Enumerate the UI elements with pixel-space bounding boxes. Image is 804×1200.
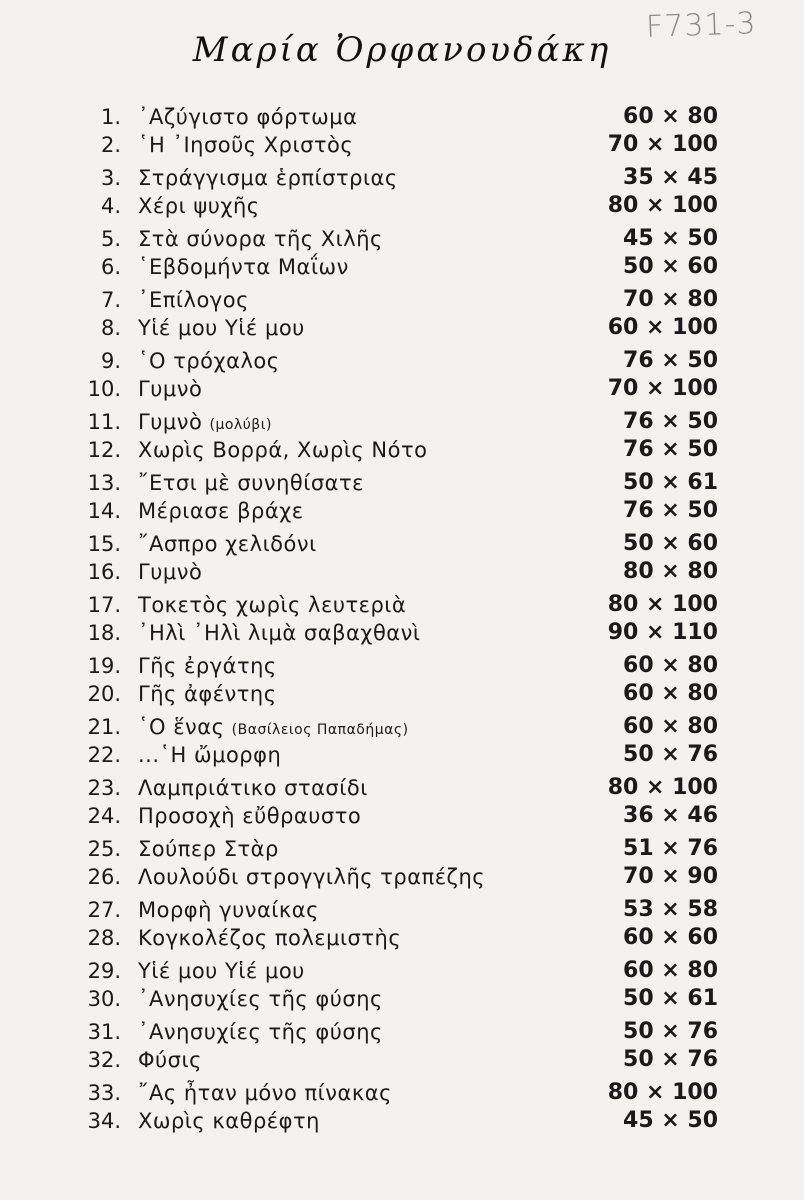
- work-pair: [0, 164, 804, 220]
- work-pair: [0, 103, 804, 159]
- work-pair: [0, 591, 804, 647]
- work-title-text: Προσοχὴ εὔθραυστο: [138, 804, 362, 828]
- work-number: 26.: [87, 865, 121, 889]
- work-title-text: Μέριασε βράχε: [138, 499, 304, 523]
- work-row: [0, 652, 804, 680]
- work-row: [0, 619, 804, 647]
- work-title: [138, 314, 305, 342]
- work-title: [138, 863, 485, 891]
- work-number: 28.: [87, 926, 121, 950]
- work-title: [138, 985, 383, 1013]
- work-dimensions: 80 × 100: [607, 1080, 718, 1105]
- work-title: [138, 591, 406, 619]
- work-row: [0, 558, 804, 586]
- work-title: [138, 164, 398, 192]
- work-row: [0, 1018, 804, 1046]
- work-title: [138, 1018, 383, 1046]
- work-pair: [0, 1018, 804, 1074]
- work-dimensions: 50 × 61: [623, 470, 718, 495]
- work-title: [138, 896, 319, 924]
- work-title-text: ῎Ετσι μὲ συνηθίσατε: [138, 471, 364, 495]
- work-title-text: Χωρὶς καθρέφτη: [138, 1109, 320, 1133]
- work-dimensions: 76 × 50: [623, 348, 718, 373]
- work-number: 23.: [87, 776, 121, 800]
- work-title: [138, 741, 281, 769]
- work-row: [0, 192, 804, 220]
- work-title: [138, 835, 279, 863]
- work-number: 4.: [100, 194, 121, 218]
- work-row: [0, 314, 804, 342]
- work-title: [138, 652, 277, 680]
- work-row: [0, 253, 804, 281]
- work-row: [0, 530, 804, 558]
- work-title-text: ῎Ας ἦταν μόνο πίνακας: [138, 1081, 392, 1105]
- works-list: [0, 103, 804, 1140]
- work-dimensions: 50 × 76: [623, 1019, 718, 1044]
- work-row: [0, 1107, 804, 1135]
- work-row: [0, 286, 804, 314]
- work-title: [138, 957, 305, 985]
- work-pair: [0, 530, 804, 586]
- work-row: [0, 713, 804, 741]
- work-title-text: ᾽Αζύγιστο φόρτωμα: [138, 105, 358, 129]
- work-dimensions: 36 × 46: [623, 803, 718, 828]
- work-row: [0, 591, 804, 619]
- work-title-text: ᾽Ανησυχίες τῆς φύσης: [138, 987, 383, 1011]
- work-number: 30.: [87, 987, 121, 1011]
- work-number: 2.: [100, 133, 121, 157]
- work-title: [138, 774, 368, 802]
- work-number: 11.: [87, 410, 121, 434]
- work-pair: [0, 286, 804, 342]
- work-title-text: Φύσις: [138, 1048, 202, 1072]
- work-dimensions: 45 × 50: [623, 226, 718, 251]
- work-number: 22.: [87, 743, 121, 767]
- work-row: [0, 985, 804, 1013]
- work-number: 5.: [100, 227, 121, 251]
- work-dimensions: 70 × 100: [607, 376, 718, 401]
- work-row: [0, 1079, 804, 1107]
- work-title-text: Σούπερ Στὰρ: [138, 837, 279, 861]
- work-title-text: ...῾Η ὤμορφη: [138, 743, 282, 767]
- work-dimensions: 35 × 45: [623, 165, 718, 190]
- work-number: 6.: [100, 255, 121, 279]
- work-row: [0, 131, 804, 159]
- work-number: 8.: [100, 316, 121, 340]
- work-dimensions: 50 × 76: [623, 742, 718, 767]
- work-dimensions: 76 × 50: [623, 498, 718, 523]
- work-pair: [0, 774, 804, 830]
- work-title: [138, 558, 202, 586]
- work-dimensions: 80 × 100: [607, 193, 718, 218]
- work-row: [0, 469, 804, 497]
- work-number: 7.: [100, 288, 121, 312]
- work-title: [138, 1107, 320, 1135]
- work-dimensions: 50 × 60: [623, 531, 718, 556]
- work-row: [0, 1046, 804, 1074]
- work-row: [0, 741, 804, 769]
- work-title-text: Λουλούδι στρογγιλῆς τραπέζης: [138, 865, 486, 889]
- work-dimensions: 60 × 80: [623, 681, 718, 706]
- work-title-text: Γῆς ἀφέντης: [138, 682, 277, 706]
- work-title: [138, 497, 304, 525]
- work-number: 27.: [87, 898, 121, 922]
- work-row: [0, 164, 804, 192]
- work-title-text: Γυμνὸ: [138, 560, 203, 584]
- work-title-text: ῾Εβδομήντα Μαΐων: [138, 255, 349, 279]
- work-title: [138, 436, 427, 464]
- work-dimensions: 70 × 90: [623, 864, 718, 889]
- work-title-text: Γυμνὸ: [138, 410, 203, 434]
- work-pair: [0, 835, 804, 891]
- work-title-text: ῎Ασπρο χελιδόνι: [138, 532, 317, 556]
- work-title: [138, 1079, 392, 1107]
- work-row: [0, 863, 804, 891]
- work-number: 32.: [87, 1048, 121, 1072]
- work-dimensions: 60 × 80: [623, 958, 718, 983]
- work-dimensions: 50 × 61: [623, 986, 718, 1011]
- work-dimensions: 76 × 50: [623, 437, 718, 462]
- work-title-text: ᾽Ανησυχίες τῆς φύσης: [138, 1020, 383, 1044]
- work-dimensions: 60 × 80: [623, 653, 718, 678]
- work-number: 24.: [87, 804, 121, 828]
- work-number: 1.: [100, 105, 121, 129]
- work-row: [0, 774, 804, 802]
- work-title: [138, 619, 420, 647]
- work-title: [138, 347, 280, 375]
- work-dimensions: 60 × 80: [623, 714, 718, 739]
- work-row: [0, 375, 804, 403]
- work-number: 3.: [100, 166, 121, 190]
- work-title-text: ᾽Επίλογος: [138, 288, 249, 312]
- work-title: [138, 530, 317, 558]
- work-dimensions: 60 × 80: [623, 104, 718, 129]
- work-title: [138, 408, 272, 439]
- work-dimensions: 60 × 60: [623, 925, 718, 950]
- work-row: [0, 896, 804, 924]
- archive-reference: F731-3: [644, 6, 757, 45]
- work-number: 9.: [100, 349, 121, 373]
- work-title: [138, 1046, 202, 1074]
- work-number: 17.: [87, 593, 121, 617]
- work-title: [138, 469, 364, 497]
- artist-name-title: Μαρία Ὀρφανουδάκη: [192, 30, 612, 70]
- work-title: [138, 103, 357, 131]
- work-pair: [0, 347, 804, 403]
- work-title-text: ῾Ο ἕνας: [138, 715, 225, 739]
- work-title-text: Χωρὶς Βορρά, Χωρὶς Νότο: [138, 438, 428, 462]
- work-row: [0, 103, 804, 131]
- work-pair: [0, 1079, 804, 1135]
- work-number: 33.: [87, 1081, 121, 1105]
- work-dimensions: 90 × 110: [607, 620, 718, 645]
- work-row: [0, 680, 804, 708]
- work-subtitle: (μολύβι): [209, 417, 272, 433]
- work-pair: [0, 408, 804, 464]
- work-title: [138, 131, 353, 159]
- work-number: 34.: [87, 1109, 121, 1133]
- work-number: 29.: [87, 959, 121, 983]
- work-number: 12.: [87, 438, 121, 462]
- work-title: [138, 192, 260, 220]
- work-title: [138, 802, 361, 830]
- work-title: [138, 375, 202, 403]
- work-subtitle: (Βασίλειος Παπαδήμας): [231, 722, 409, 738]
- work-dimensions: 50 × 60: [623, 254, 718, 279]
- work-dimensions: 45 × 50: [623, 1108, 718, 1133]
- work-dimensions: 51 × 76: [623, 836, 718, 861]
- work-dimensions: 80 × 80: [623, 559, 718, 584]
- work-title-text: Χέρι ψυχῆς: [138, 194, 260, 218]
- work-number: 16.: [87, 560, 121, 584]
- work-dimensions: 70 × 100: [607, 132, 718, 157]
- work-pair: [0, 469, 804, 525]
- work-pair: [0, 896, 804, 952]
- work-row: [0, 957, 804, 985]
- work-title-text: ῾Η ᾽Ιησοῦς Χριστὸς: [138, 133, 354, 157]
- work-pair: [0, 957, 804, 1013]
- work-title-text: Υἱέ μου Υἱέ μου: [138, 959, 305, 983]
- work-title-text: ῾Ο τρόχαλος: [138, 349, 280, 373]
- work-number: 20.: [87, 682, 121, 706]
- work-pair: [0, 713, 804, 769]
- work-number: 14.: [87, 499, 121, 523]
- work-number: 18.: [87, 621, 121, 645]
- work-title-text: Κογκολέζος πολεμιστὴς: [138, 926, 402, 950]
- work-number: 10.: [87, 377, 121, 401]
- work-title-text: Τοκετὸς χωρὶς λευτεριὰ: [138, 593, 407, 617]
- work-dimensions: 50 × 76: [623, 1047, 718, 1072]
- work-row: [0, 924, 804, 952]
- work-title-text: Υἱέ μου Υἱέ μου: [138, 316, 305, 340]
- work-title-text: Στὰ σύνορα τῆς Χιλῆς: [138, 227, 383, 251]
- work-title: [138, 924, 401, 952]
- work-dimensions: 60 × 100: [607, 315, 718, 340]
- work-dimensions: 76 × 50: [623, 409, 718, 434]
- work-row: [0, 436, 804, 464]
- work-title-text: Στράγγισμα ἑρπίστριας: [138, 166, 398, 190]
- work-number: 13.: [87, 471, 121, 495]
- work-number: 21.: [87, 715, 121, 739]
- work-title-text: Γῆς ἐργάτης: [138, 654, 277, 678]
- work-title: [138, 253, 349, 281]
- work-number: 15.: [87, 532, 121, 556]
- work-title-text: Γυμνὸ: [138, 377, 203, 401]
- work-number: 19.: [87, 654, 121, 678]
- work-pair: [0, 225, 804, 281]
- work-dimensions: 80 × 100: [607, 775, 718, 800]
- work-dimensions: 70 × 80: [623, 287, 718, 312]
- work-title-text: ᾽Ηλὶ ᾽Ηλὶ λιμὰ σαβαχθανὶ: [138, 621, 421, 645]
- work-title: [138, 713, 409, 744]
- work-dimensions: 80 × 100: [607, 592, 718, 617]
- work-row: [0, 802, 804, 830]
- work-row: [0, 225, 804, 253]
- work-number: 25.: [87, 837, 121, 861]
- work-row: [0, 835, 804, 863]
- work-number: 31.: [87, 1020, 121, 1044]
- work-dimensions: 53 × 58: [623, 897, 718, 922]
- work-row: [0, 408, 804, 436]
- work-title: [138, 286, 249, 314]
- work-title: [138, 225, 383, 253]
- work-title-text: Λαμπριάτικο στασίδι: [138, 776, 368, 800]
- work-title-text: Μορφὴ γυναίκας: [138, 898, 319, 922]
- work-pair: [0, 652, 804, 708]
- work-title: [138, 680, 277, 708]
- work-row: [0, 497, 804, 525]
- work-row: [0, 347, 804, 375]
